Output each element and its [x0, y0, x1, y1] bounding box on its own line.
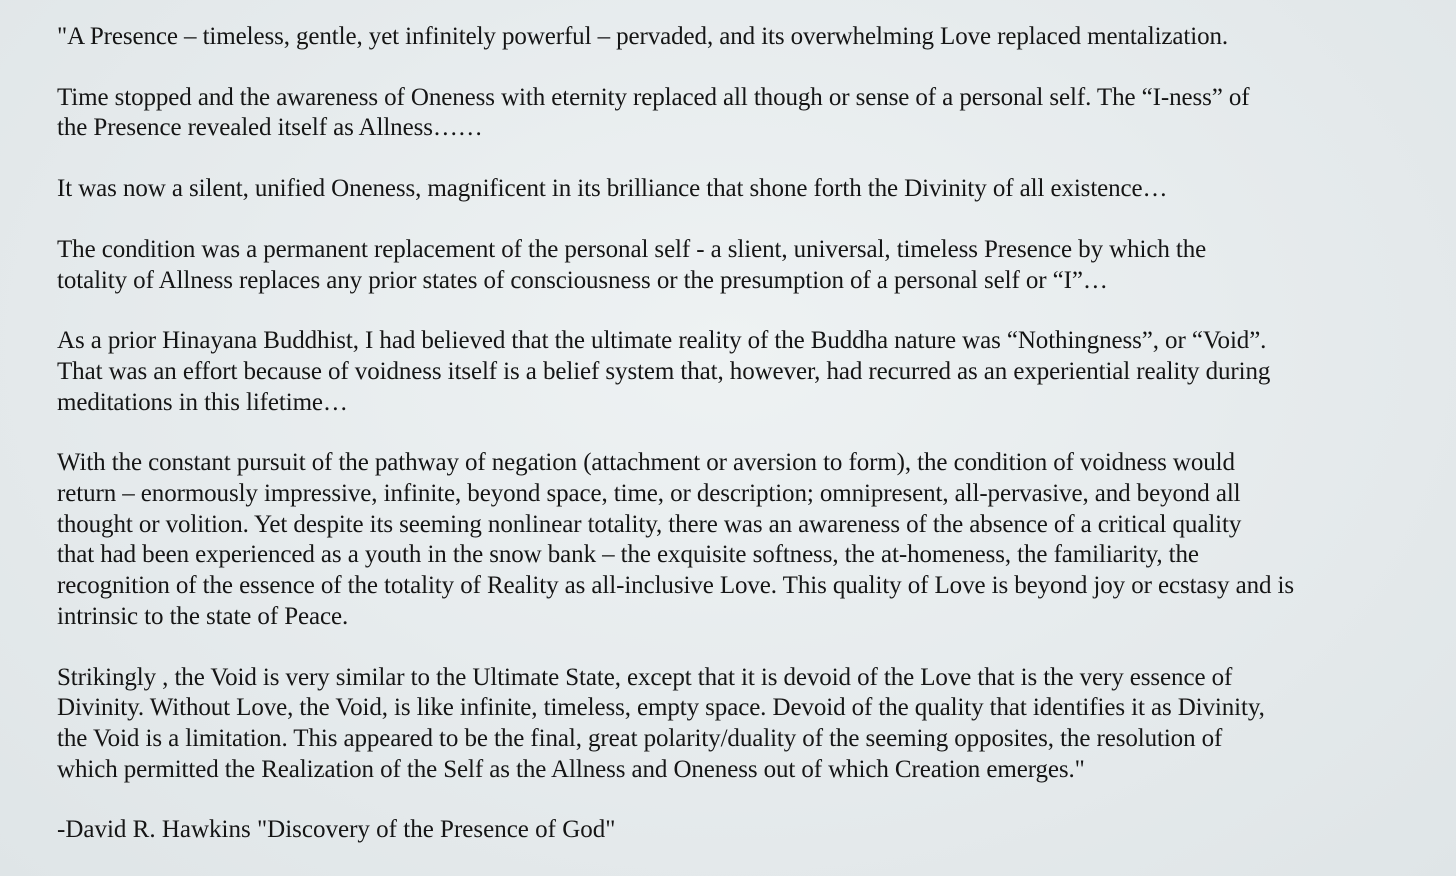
quote-paragraph-6: With the constant pursuit of the pathway of negation (attachment or aversion to form), the condition of voidness would return – enormously impressive, infinite, beyond space, time, or description; omnipresent, all-pervasive, and beyond all thought or volition. Yet despite its seeming nonlinear totality, there was an awareness of the absence of a critical quality that had been experienced as a youth in the snow bank – the exquisite softness, the at-homeness, the familiarity, the recognition of the essence of the totality of Reality as all-inclusive Love. This quality of Love is beyond joy or ecstasy and is intrinsic to the state of Peace.	[57, 449, 1295, 630]
quote-attribution: -David R. Hawkins "Discovery of the Presence of God"	[57, 816, 616, 844]
quote-paragraph-1: "A Presence – timeless, gentle, yet infinitely powerful – pervaded, and its overwhelming Love replaced mentalization.	[57, 23, 1229, 50]
quote-paragraph-7: Strikingly , the Void is very similar to the Ultimate State, except that it is devoid of the Love that is the very essence of Divinity. Without Love, the Void, is like infinite, timeless, empty space. Devoid of the quality that identifies it as Divinity, the Void is a limitation. This appeared to be the final, great polarity/duality of the seeming opposites, the resolution of which permitted the Realization of the Self as the Allness and Oneness out of which Creation emerges."	[57, 663, 1265, 783]
quote-paragraph-4: The condition was a permanent replacement of the personal self - a slient, universal, timeless Presence by which the totality of Allness replaces any prior states of consciousness or the presumption of a personal self or “I”…	[57, 235, 1207, 294]
quote-body	[57, 22, 1407, 846]
quote-paragraph-3: It was now a silent, unified Oneness, magnificent in its brilliance that shone forth the Divinity of all existence…	[57, 175, 1168, 203]
quote-paragraph-2: Time stopped and the awareness of Oneness with eternity replaced all though or sense of a personal self. The “I-ness” of the Presence revealed itself as Allness……	[57, 83, 1250, 142]
quote-paragraph-5: As a prior Hinayana Buddhist, I had believed that the ultimate reality of the Buddha nature was “Nothingness”, or “Void”. That was an effort because of voidness itself is a belief system that, however, had recurred as an experiential reality during meditations in this lifetime…	[57, 327, 1271, 416]
